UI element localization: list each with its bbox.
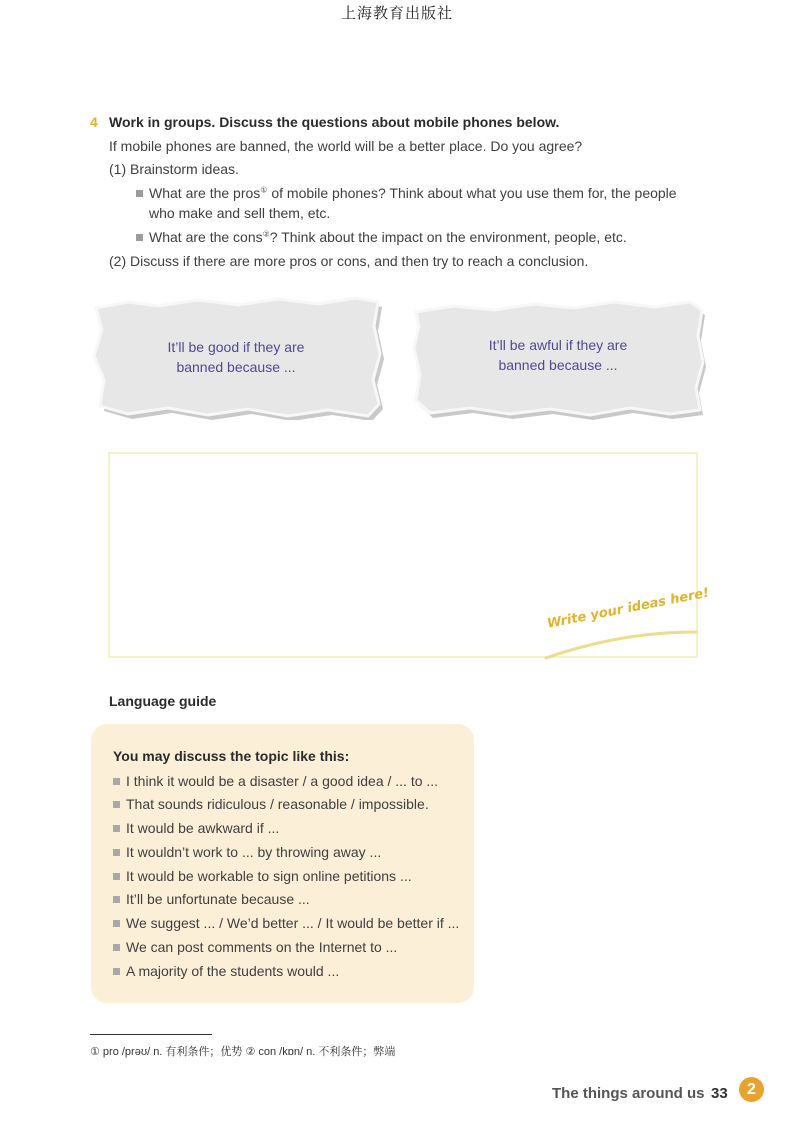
- bullet-pros: [136, 185, 677, 201]
- guide-item: [113, 963, 339, 979]
- bullet-square-icon: [113, 944, 120, 951]
- guide-item: [113, 868, 412, 884]
- guide-item-text: It would be workable to sign online petitions ...: [126, 868, 412, 884]
- guide-item-text: I think it would be a disaster / a good idea / ... to ...: [126, 773, 439, 789]
- card-cons-line-2: banned because ...: [498, 357, 618, 373]
- publisher-header: 上海教育出版社: [340, 4, 453, 22]
- bullet-square-icon: [113, 825, 120, 832]
- card-pros-line-2: banned because ...: [176, 359, 296, 375]
- bullet-pros-continued: who make and sell them, etc.: [149, 205, 331, 221]
- language-guide-box: [91, 724, 474, 1003]
- bullet-cons: [136, 229, 627, 245]
- guide-item-text: It wouldn’t work to ... by throwing away ...: [126, 844, 382, 860]
- step-1: (1) Brainstorm ideas.: [109, 161, 239, 177]
- guide-item: [113, 939, 397, 955]
- footnote-divider: [90, 1034, 212, 1035]
- bullet-square-icon: [113, 778, 120, 785]
- guide-item: [113, 891, 310, 907]
- bullet-square-icon: [113, 920, 120, 927]
- guide-item-text: We can post comments on the Internet to ...: [126, 939, 398, 955]
- exercise-question: If mobile phones are banned, the world will be a better place. Do you agree?: [109, 138, 583, 154]
- bullet-square-icon: [113, 873, 120, 880]
- bullet-square-icon: [113, 968, 120, 975]
- bullet-square-icon: [136, 234, 143, 241]
- guide-item-text: It’ll be unfortunate because ...: [126, 891, 310, 907]
- card-pros-line-1: It’ll be good if they are: [167, 339, 305, 355]
- guide-item-text: That sounds ridiculous / reasonable / impossible.: [126, 796, 429, 812]
- guide-item: [113, 820, 279, 836]
- writing-hint: Write your ideas here!: [546, 585, 711, 632]
- language-guide-title: Language guide: [109, 693, 217, 709]
- step-2: (2) Discuss if there are more pros or cons, and then try to reach a conclusion.: [109, 253, 589, 269]
- guide-item: [113, 796, 429, 812]
- exercise-number: 4: [90, 114, 98, 130]
- guide-item: [113, 915, 459, 931]
- unit-badge: 2: [739, 1077, 764, 1102]
- torn-card-pros: [88, 296, 384, 420]
- language-guide-heading: You may discuss the topic like this:: [113, 748, 350, 764]
- hint-swoosh: [540, 628, 700, 668]
- bullet-square-icon: [113, 849, 120, 856]
- torn-card-cons: [410, 296, 706, 420]
- bullet-cons-text-b: ? Think about the impact on the environment, people, etc.: [269, 229, 627, 245]
- guide-item-text: We suggest ... / We’d better ... / It would be better if ...: [126, 915, 460, 931]
- guide-item: [113, 773, 438, 789]
- bullet-pros-text-b: of mobile phones? Think about what you use them for, the people: [267, 185, 677, 201]
- guide-item-text: A majority of the students would ...: [126, 963, 340, 979]
- card-cons-line-1: It’ll be awful if they are: [488, 337, 628, 353]
- bullet-square-icon: [136, 190, 143, 197]
- unit-title: The things around us: [552, 1085, 705, 1102]
- bullet-pros-text-a: What are the pros: [149, 185, 261, 201]
- bullet-cons-text-a: What are the cons: [149, 229, 263, 245]
- exercise-title: Work in groups. Discuss the questions about mobile phones below.: [109, 114, 560, 130]
- bullet-square-icon: [113, 896, 120, 903]
- footnotes: ① pro /prəʊ/ n. 有利条件；优势 ② con /kɒn/ n. 不利条件；弊端: [90, 1046, 396, 1058]
- guide-item: [113, 844, 381, 860]
- footnote-ref-2: ②: [262, 229, 270, 239]
- footnote-ref-1: ①: [260, 185, 268, 195]
- bullet-square-icon: [113, 801, 120, 808]
- guide-item-text: It would be awkward if ...: [126, 820, 280, 836]
- page-number: 33: [711, 1085, 728, 1102]
